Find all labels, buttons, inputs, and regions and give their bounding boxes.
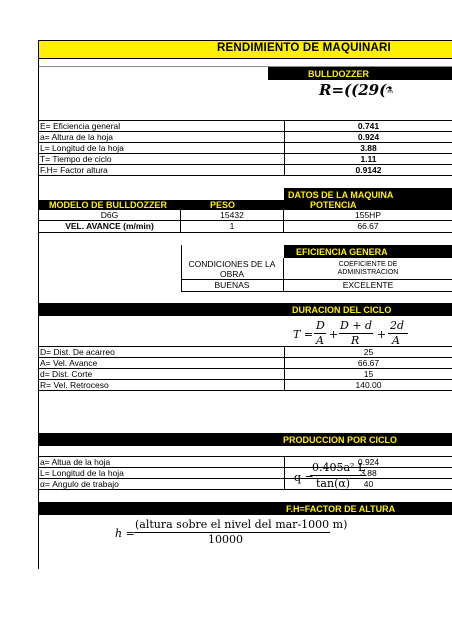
row-value: 3.88 (284, 143, 452, 154)
speed-label: VEL. AVANCE (m/min) (39, 221, 181, 233)
bulldozer-bar: BULLDOZZER (268, 67, 452, 80)
machine-subheader: MODELO DE BULLDOZZER PESO (39, 200, 284, 210)
row-label: L= Longitud de la hoja (39, 143, 284, 154)
row-value: 0.924 (284, 132, 452, 143)
row-label: A= Vel. Avance (39, 358, 284, 369)
row-value: 0.924 (284, 457, 452, 468)
row-label: D= Dist. De acarreo (39, 347, 284, 358)
efficiency-bar: EFICIENCIA GENERA (284, 245, 452, 258)
row-value: 25 (284, 347, 452, 358)
conditions-header: CONDICIONES DE LA OBRA (181, 258, 284, 280)
row-label: T= Tiempo de ciclo (39, 154, 284, 165)
row-value: 1.11 (284, 154, 452, 165)
production-formula: q = 0.405a² L tan(α) (294, 461, 366, 490)
row-value: 3.88 (284, 468, 452, 479)
speed-factor: 1 (181, 221, 284, 233)
speed-value: 66.67 (284, 221, 452, 233)
spreadsheet (38, 40, 452, 569)
row-label: R= Vel. Retroceso (39, 380, 284, 391)
row-label: a= Altura de la hoja (39, 132, 284, 143)
row-label: a= Altua de la hoja (39, 457, 284, 468)
sheet-title-text: RENDIMIENTO DE MAQUINARI (217, 42, 391, 54)
row-value: 140.00 (284, 380, 452, 391)
conditions-value: BUENAS (181, 280, 284, 292)
row-value: 15 (284, 369, 452, 380)
sheet-title (39, 41, 452, 58)
coefficient-header: COEFICIENTE DE ADMINISTRACION (284, 258, 452, 280)
machine-weight: 15432 (181, 210, 284, 221)
height-bar: F.H=FACTOR DE ALTURA (39, 502, 452, 515)
coefficient-value: EXCELENTE (284, 280, 452, 292)
row-value: 66.67 (284, 358, 452, 369)
row-label: E= Eficiencia general (39, 121, 284, 132)
divider (39, 120, 452, 121)
row-label: F.H= Factor altura (39, 165, 284, 176)
row-value: 0.741 (284, 121, 452, 132)
height-formula: h = (altura sobre el nivel del mar-1000 m) 10000 (115, 518, 348, 546)
machine-power: 155HP (284, 210, 452, 221)
row-label: L= Longitud de la hoja (39, 468, 284, 479)
machine-header: DATOS DE LA MAQUINA POTENCIA (284, 188, 452, 210)
cycle-bar: DURACION DEL CICLO (39, 303, 452, 316)
cycle-formula: T = D A + D + d R + 2d A (293, 319, 452, 349)
row-label: α= Angulo de trabajo (39, 479, 284, 490)
row-value: 0.9142 (284, 165, 452, 176)
production-bar: PRODUCCION POR CICLO (39, 433, 452, 446)
formula-icon: ⚗ (385, 85, 394, 95)
divider (39, 346, 452, 347)
row-value: 40 (284, 479, 452, 490)
divider (39, 58, 452, 59)
rendimiento-formula: R=((29( (319, 81, 387, 99)
row-label: d= Dist. Corte (39, 369, 284, 380)
machine-model: D6G (39, 210, 181, 221)
divider (39, 456, 452, 457)
